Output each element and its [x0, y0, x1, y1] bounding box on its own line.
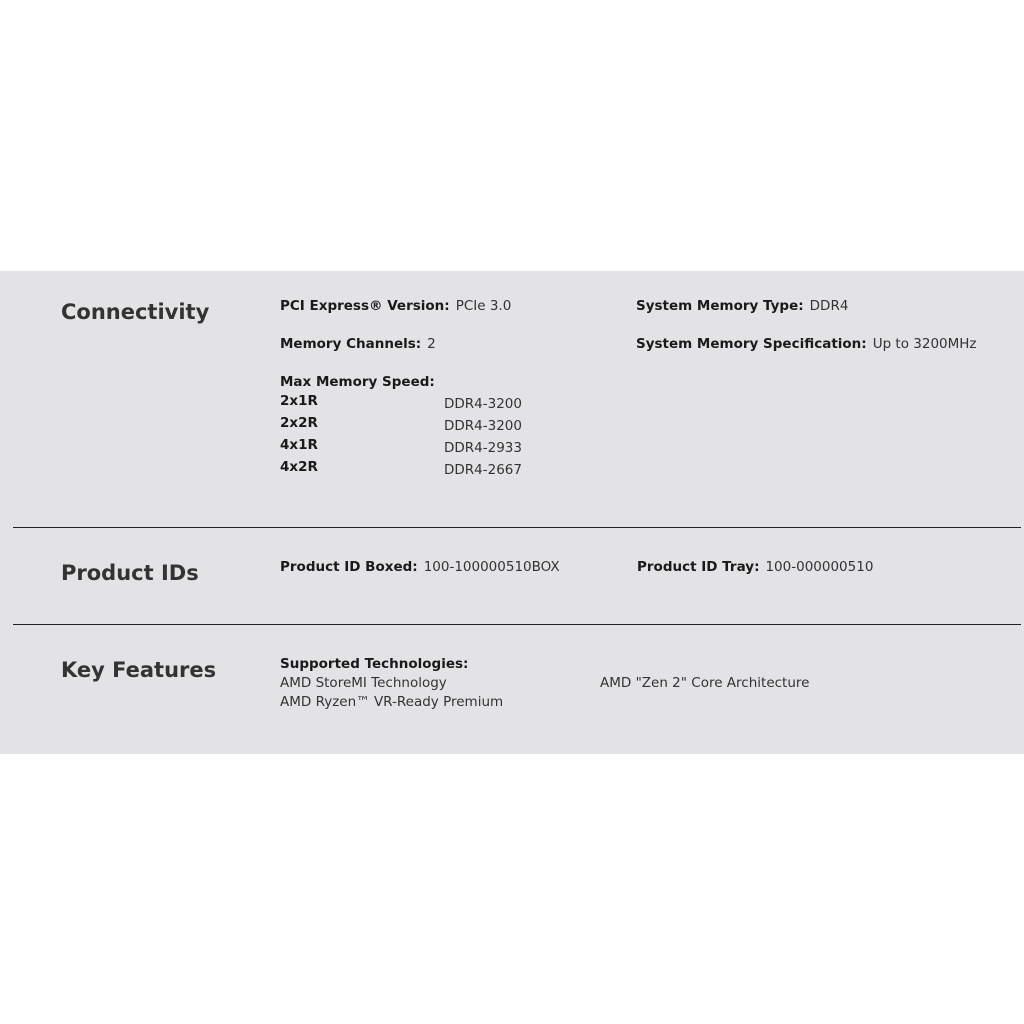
memory-channels-label: Memory Channels: — [280, 336, 422, 352]
section-divider — [13, 624, 1021, 625]
memory-channels-value: 2 — [427, 336, 436, 352]
memory-config-label: 2x2R — [280, 415, 318, 431]
product-id-boxed-value: 100-100000510BOX — [423, 559, 560, 575]
product-id-boxed-label: Product ID Boxed: — [280, 559, 418, 575]
memory-config-label: 4x2R — [280, 459, 318, 475]
product-id-tray-field — [637, 561, 873, 575]
technology-item: AMD StoreMI Technology — [280, 675, 447, 691]
memory-speed-value: DDR4-2933 — [444, 440, 522, 456]
memory-config-label: 4x1R — [280, 437, 318, 453]
pcie-version-field — [280, 300, 511, 314]
pcie-version-value: PCIe 3.0 — [455, 298, 512, 314]
connectivity-heading: Connectivity — [61, 300, 210, 324]
supported-technologies-label: Supported Technologies: — [280, 656, 469, 672]
memory-config-label: 2x1R — [280, 393, 318, 409]
product-id-tray-label: Product ID Tray: — [637, 559, 760, 575]
memory-channels-field — [280, 338, 436, 352]
technology-item: AMD "Zen 2" Core Architecture — [600, 675, 810, 691]
system-memory-type-label: System Memory Type: — [636, 298, 804, 314]
memory-speed-value: DDR4-3200 — [444, 396, 522, 412]
system-memory-type-field — [636, 300, 848, 314]
technology-item: AMD Ryzen™ VR-Ready Premium — [280, 694, 504, 710]
system-memory-spec-field — [636, 338, 977, 352]
key-features-heading: Key Features — [61, 658, 217, 682]
memory-speed-value: DDR4-2667 — [444, 462, 522, 478]
memory-speed-value: DDR4-3200 — [444, 418, 522, 434]
system-memory-spec-value: Up to 3200MHz — [872, 336, 977, 352]
pcie-version-label: PCI Express® Version: — [280, 298, 450, 314]
product-id-boxed-field — [280, 561, 560, 575]
max-memory-speed-label: Max Memory Speed: — [280, 374, 435, 390]
system-memory-spec-label: System Memory Specification: — [636, 336, 867, 352]
specifications-panel — [0, 271, 1024, 754]
product-id-tray-value: 100-000000510 — [765, 559, 874, 575]
product-ids-heading: Product IDs — [61, 561, 199, 585]
system-memory-type-value: DDR4 — [809, 298, 849, 314]
section-divider — [13, 527, 1021, 528]
